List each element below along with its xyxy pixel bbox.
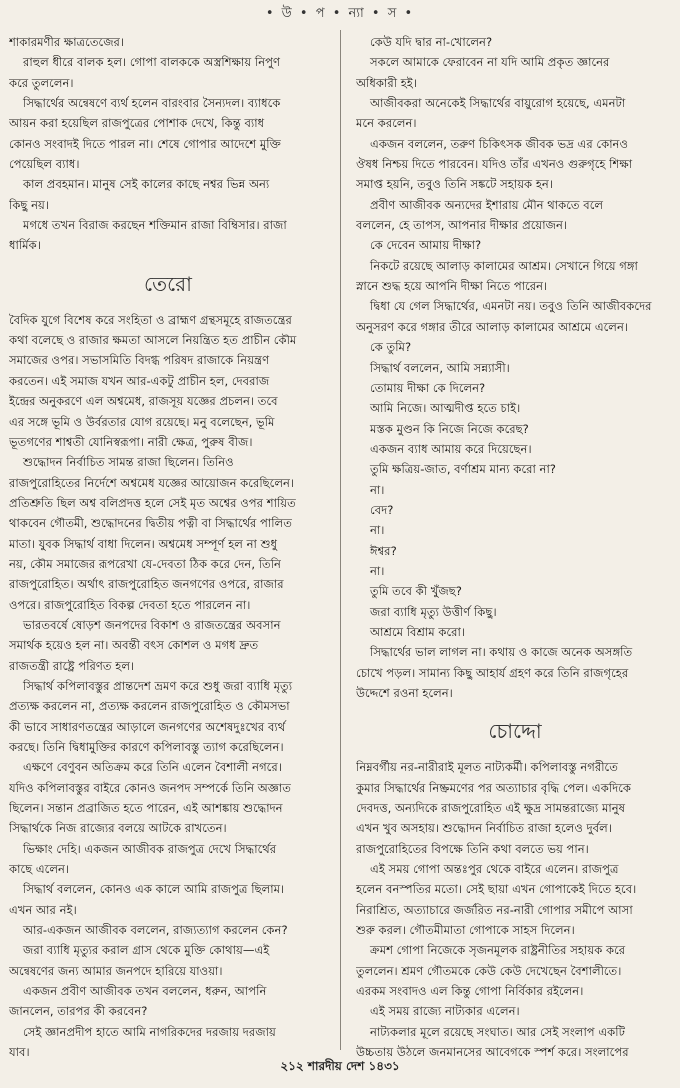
text-line: এক্ষণে বেণুবন অতিক্রম করে তিনি এলেন বৈশালী নগরে। [23, 760, 282, 775]
text-line: সমাপ্ত হয়নি, তবুও তিনি সঙ্কটে সহায়ক হন। [356, 177, 553, 192]
text-line: সমার্থক হয়েও হল না। অবন্তী বৎস কোশল ও মগধ দ্রুত [9, 638, 259, 653]
text-line: কে তুমি? [370, 340, 412, 355]
text-line: ওপরে। রাজপুরোহিত বিকল্প দেবতা হতে পারলেন না। [9, 597, 251, 612]
text-line: রাজপুরোহিতের বিপক্ষে তিনি কথা বলতে ভয় পান। [356, 841, 589, 856]
text-line: আর-একজন আজীবক বললেন, রাজ্যত্যাগ করলেন কেন? [23, 923, 288, 938]
text-line: আমি নিজে। আত্মদীপ্ত হতে চাই। [370, 401, 521, 416]
text-line: সিদ্ধার্থের ভাল লাগল না। কথায় ও কাজে অনেক অসঙ্গতি [370, 645, 633, 660]
text-line: একজন প্রবীণ আজীবক তখন বললেন, ধরুন, আপনি [23, 984, 267, 999]
text-line: সিদ্ধার্থ কপিলাবস্তুর প্রান্তদেশ ভ্রমণ করে শুধু জরা ব্যাধি মৃত্যু [23, 678, 293, 693]
right-block-1 [356, 32, 674, 703]
chapter-heading-14: চোদ্দো [488, 719, 542, 744]
section-header: • উ • প • ন্যা • স • [265, 6, 415, 21]
text-line: মস্তক মুণ্ডন কি নিজে নিজে করেছ? [370, 421, 529, 436]
text-line: এখন আর নই। [9, 902, 77, 917]
text-line: ঔষধ নিশ্চয় দিতে পারবেন। যদিও তাঁর এখনও গুরুগৃহে শিক্ষা [356, 157, 633, 172]
text-line: আয়ন করা হয়েছিল রাজপুত্রের পোশাক দেখে, কিন্তু ব্যাধ [9, 116, 265, 131]
text-line: রাজতন্ত্রী রাষ্ট্রে পরিণত হল। [9, 658, 135, 673]
text-line: ক্রমশ গোপা নিজেকে সৃজনমূলক রাষ্ট্রনীতির সহায়ক করে [370, 943, 626, 958]
text-line: ভিক্ষাং দেহি। একজন আজীবক রাজপুত্র দেখে সিদ্ধার্থের [23, 841, 277, 856]
text-line: কী ভাবে সাধারণতন্ত্রের আড়ালে জনগণের অশেষদুঃখের ব্যর্থ [9, 719, 286, 734]
text-line: বললেন, হে তাপস, আপনার দীক্ষার প্রয়োজন। [356, 218, 568, 233]
page-footer: ২১২ শারদীয় দেশ ১৪৩১ [280, 1059, 400, 1073]
text-line: আজীবকরা অনেকেই সিদ্ধার্থের বায়ুরোগ হয়েছে, এমনটা [370, 96, 626, 111]
text-line: স্নানে শুদ্ধ হয়ে আপনি দীক্ষা নিতে পারেন। [356, 279, 548, 294]
text-line: এর সঙ্গে ভূমি ও উর্বরতার যোগ রয়েছে। মনু বলেছেন, ভূমি [9, 414, 275, 429]
text-line: আশ্রমে বিশ্রাম করো। [370, 624, 466, 639]
text-line: সিদ্ধার্থের অন্বেষণে ব্যর্থ হলেন বারংবার সৈন্যদল। ব্যাধকে [23, 96, 281, 111]
text-line: নিকটে রয়েছে আলাড় কালামের আশ্রম। সেখানে গিয়ে গঙ্গা [370, 258, 638, 273]
text-line: তুমি তবে কী খুঁজছ? [370, 584, 462, 599]
text-line: সিদ্ধার্থ বললেন, কোনও এক কালে আমি রাজপুত্র ছিলাম। [23, 882, 285, 897]
text-line: জরা ব্যাধি মৃত্যু উত্তীর্ণ কিছু। [370, 604, 497, 619]
text-line: এই সময় রাজ্যে নাট্যকার এলেন। [370, 1004, 520, 1019]
text-line: রাজপুরোহিত। অর্থাৎ রাজপুরোহিত জনগণের ওপরে, রাজার [9, 577, 284, 592]
text-line: সিদ্ধার্থ বললেন, আমি সন্ন্যাসী। [370, 360, 510, 375]
text-line: নিরাশ্রিত, অত্যাচারে জর্জরিত নর-নারী গোপার সমীপে আসা [356, 902, 633, 917]
text-line: এই সময় গোপা অন্তঃপুর থেকে বাইরে এলেন। রাজপুত্র [370, 862, 619, 877]
text-line: থাকবেন গৌতমী, শুদ্ধোদনের দ্বিতীয় পত্নী বা সিদ্ধার্থের পালিত [9, 516, 292, 531]
text-line: এখন খুব অসহায়। শুদ্ধোদন নির্বাচিত রাজা হলেও দুর্বল। [356, 821, 612, 836]
text-line: তোমায় দীক্ষা কে দিলেন? [370, 380, 486, 395]
left-block-1 [9, 32, 327, 256]
text-line: কেউ যদি দ্বার না-খোলেন? [370, 35, 493, 49]
text-line: প্রতিশ্রুতি ছিল অশ্ব বলিপ্রদত্ত হলে সেই মৃত অশ্বের ওপর শায়িত [9, 495, 296, 510]
right-column [356, 32, 674, 1063]
text-line: না। [370, 563, 385, 578]
text-line: কাল প্রবহমান। মানুষ সেই কালের কাছে নশ্বর ভিন্ন অন্য [23, 177, 270, 192]
text-line: ভারতবর্ষে ষোড়শ জনপদের বিকাশ ও রাজতন্ত্রের অবসান [23, 617, 281, 632]
text-line: ইন্দ্রের অনুকরণে এল অশ্বমেধ, রাজসূয় যজ্ঞের প্রচলন। তবে [9, 394, 278, 409]
left-block-2 [9, 310, 327, 1063]
text-line: কোনও সংবাদই দিতে পারল না। শেষে গোপার আদেশে মুক্তি [9, 136, 281, 151]
text-line: জরা ব্যাধি মৃত্যুর করাল গ্রাস থেকে মুক্তি কোথায়—এই [23, 943, 270, 958]
text-line: তুমি ক্ষত্রিয়-জাত, বর্ণাশ্রম মান্য করো না? [370, 462, 556, 477]
text-line: রাহুল ধীরে বালক হল। গোপা বালককে অস্ত্রশিক্ষায় নিপুণ [23, 55, 280, 70]
text-line: নাট্যকলার মূলে রয়েছে সংঘাত। আর সেই সংলাপ একটি [370, 1024, 625, 1039]
text-line: একজন ব্যাধ আমায় করে দিয়েছেন। [370, 441, 532, 456]
text-line: বৈদিক যুগে বিশেষ করে সংহিতা ও ব্রাহ্মণ গ্রন্থসমূহে রাজতন্ত্রের [9, 312, 292, 327]
text-line: যাব। [9, 1045, 30, 1060]
text-line: ভূতগণের শাশ্বতী যোনিস্বরূপা। নারী ক্ষেত্র, পুরুষ বীজ। [9, 434, 253, 449]
text-line: কাছে এলেন। [9, 862, 70, 877]
text-line: বেদ? [370, 502, 394, 517]
text-line: নয়, কৌম সমাজের রূপরেখা যে-দেবতা ঠিক করে দেন, তিনি [9, 556, 281, 571]
text-line: মাতা। যুবক সিদ্ধার্থ বাধা দিলেন। অশ্বমেধ সম্পূর্ণ হল না শুধু [9, 536, 278, 551]
text-line: অনুসরণ করে গঙ্গার তীরে আলাড় কালামের আশ্রমে এলেন। [356, 319, 629, 334]
text-line: ছিলেন। সন্তান প্রব্রাজিত হতে পারেন, এই আশঙ্কায় শুদ্ধোদন [9, 801, 283, 816]
text-line: প্রবীণ আজীবক অন্যদের ইশারায় মৌন থাকতে বলে [370, 197, 604, 212]
right-block-2 [356, 757, 674, 1062]
text-line: দ্বিধা যে গেল সিদ্ধার্থের, এমনটা নয়। তবুও তিনি আজীবকদের [370, 299, 652, 314]
text-line: একজন বললেন, তরুণ চিকিৎসক জীবক ভদ্র এর কোনও [370, 136, 629, 151]
text-line: চোখে পড়ল। সামান্য কিছু আহার্য গ্রহণ করে তিনি রাজগৃহের [356, 665, 629, 680]
text-line: উদ্দেশে রওনা হলেন। [356, 686, 453, 700]
text-line: জানলেন, তারপর কী করবেন? [9, 1004, 148, 1019]
column-divider [340, 30, 341, 1050]
text-line: কিছু নয়। [9, 197, 50, 212]
text-line: মগধে তখন বিরাজ করছেন শক্তিমান রাজা বিম্বিসার। রাজা [23, 218, 287, 233]
text-line: ধার্মিক। [9, 238, 41, 253]
text-line: দেবদত্ত, অন্যদিকে রাজপুরোহিত এই ক্ষুদ্র সামন্তরাজ্যে মানুষ [356, 801, 626, 816]
text-line: নিম্নবর্গীয় নর-নারীরাই মূলত নাট্যকর্মী। কপিলাবস্তু নগরীতে [356, 760, 618, 775]
text-line: অন্বেষণের জন্য আমার জনপদে হারিয়ে যাওয়া। [9, 963, 223, 978]
text-line: করতেন। এই সমাজ যখন আর-একটু প্রাচীন হল, দেবরাজ [9, 373, 270, 388]
text-line: ঈশ্বর? [370, 543, 397, 558]
text-line: করে তুললেন। [9, 75, 74, 90]
text-line: শুরু করল। গৌতমীমাতা গোপাকে সাহস দিলেন। [356, 923, 575, 938]
text-line: পেয়েছিল ব্যাধ। [9, 157, 80, 172]
text-line: শাকারমণীর ক্ষাত্রতেজের। [9, 35, 125, 49]
text-line: অধিকারী হই। [356, 75, 417, 90]
left-column [9, 32, 327, 1063]
text-line: সমাজের ওপর। সভাসমিতি বিদগ্ধ পরিষদ রাজাকে নিয়ন্ত্রণ [9, 353, 270, 368]
text-line: সকলে আমাকে ফেরাবেন না যদি আমি প্রকৃত জ্ঞানের [370, 55, 610, 70]
text-line: কে দেবেন আমায় দীক্ষা? [370, 238, 482, 253]
text-line: করছে। তিনি দ্বিধামুক্তির কারণে কপিলাবস্তু ত্যাগ করেছিলেন। [9, 740, 284, 754]
chapter-heading-13: তেরো [144, 271, 192, 296]
text-line: না। [370, 482, 385, 497]
text-line: তুললেন। শ্রমণ গৌতমকে কেউ কেউ দেখেছেন বৈশালীতে। [356, 963, 622, 978]
text-line: হলেন বনস্পতির মতো। সেই ছায়া এখন গোপাকেই দিতে হবে। [356, 882, 637, 897]
text-line: মনে করলেন। [356, 116, 417, 131]
text-line: শুদ্ধোদন নির্বাচিত সামন্ত রাজা ছিলেন। তিনিও [23, 455, 234, 470]
text-line: কথা বলেছে ও রাজার ক্ষমতা আসলে নিয়ন্ত্রিত হত প্রাচীন কৌম [9, 333, 297, 348]
text-line: যদিও কপিলাবস্তুর বাইরে কোনও জনপদ সম্পর্কে তিনি অজ্ঞাত [9, 780, 291, 795]
text-line: সেই জ্ঞানপ্রদীপ হাতে আমি নাগরিকদের দরজায় দরজায় [23, 1024, 276, 1039]
text-line: প্রত্যক্ষ করলেন না, প্রত্যক্ষ করলেন রাজপুরোহিত ও কৌমসভা [9, 699, 290, 714]
text-line: সিদ্ধার্থকে নিজ রাজ্যের বলয়ে আটকে রাখতেন। [9, 821, 227, 836]
text-line: রাজপুরোহিতের নির্দেশে অশ্বমেধ যজ্ঞের আয়োজন করেছিলেন। [9, 475, 295, 490]
text-line: উচ্চতায় উঠলে জনমানসের আবেগকে স্পর্শ করে। সংলাপের [356, 1045, 629, 1060]
text-line: এরকম সংবাদও এল কিন্তু গোপা নির্বিকার রইলেন। [356, 984, 584, 999]
text-line: না। [370, 523, 385, 538]
text-line: কুমার সিদ্ধার্থের নিষ্ক্রমণের পর অত্যাচার বৃদ্ধি পেল। একদিকে [356, 780, 632, 795]
